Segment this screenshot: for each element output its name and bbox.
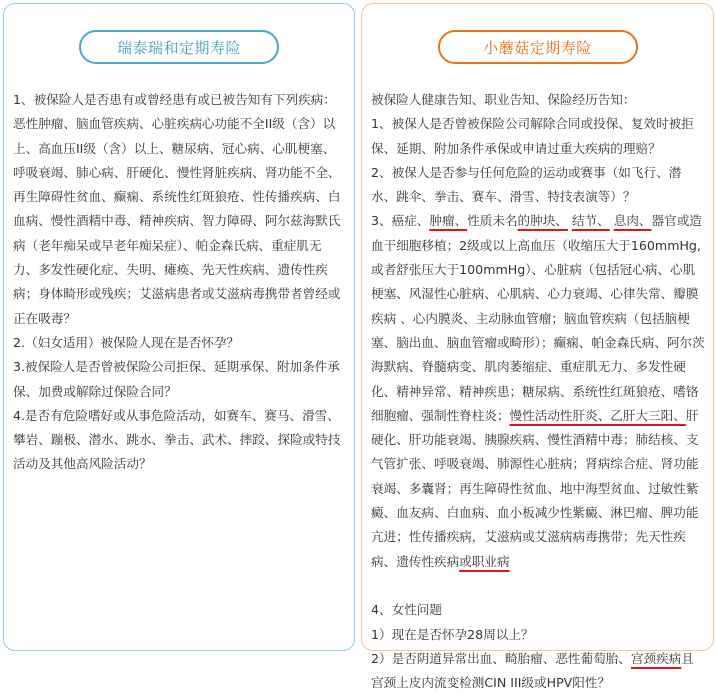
right-question-4-sub1: 1）现在是否怀孕28周以上？: [371, 626, 534, 642]
left-product-panel: [3, 3, 355, 651]
highlight-hepatitis: 慢性活动性肝炎、乙肝大三阳、: [509, 407, 686, 423]
q4-sub2-suffix: 且宫颈上皮内流变检测CIN III级或HPV阳性？: [371, 650, 694, 691]
left-question-1: 1、被保险人是否患有或曾经患有或已被告知有下列疾病：恶性肿瘤、脑血管疾病、心脏疾病心功能不全II级（含）以上、高血压II级（含）以上、糖尿病、冠心病、心肌梗塞、呼吸衰竭、肺心病、肝硬化、慢性肾脏疾病、肾功能不全、再生障碍性贫血、癫痫、系统性红斑狼疮、性传播疾病、白血病、慢性酒精中毒、精神疾病、智力障碍、阿尔兹海默氏病（老年痴呆或早老年痴呆症）、帕金森氏病、重症肌无力、多发性硬化症、失明、瘫痪、先天性疾病、遗传性疾病；身体畸形或残疾；艾滋病患者或艾滋病毒携带者曾经或正在吸毒？: [13, 92, 341, 326]
right-question-4-sub2: [371, 647, 705, 695]
right-intro: 被保险人健康告知、职业告知、保险经历告知：: [371, 92, 636, 107]
left-product-title: 瑞泰瑞和定期寿险: [79, 30, 279, 64]
right-health-declaration: [371, 88, 705, 695]
highlight-lump: 的肿块、: [517, 213, 568, 229]
left-question-2: 2.（妇女适用）被保险人现在是否怀孕？: [13, 334, 240, 350]
left-question-3: 3.被保险人是否曾被保险公司拒保、延期承保、附加条件承保、加费或解除过保险合同？: [13, 359, 340, 399]
right-question-2: 2、被保人是否参与任何危险的运动或赛事（如飞行、潜水、跳伞、拳击、赛车、滑雪、特技表演等）？: [371, 164, 682, 205]
q4-sub2-text: 2）是否阴道异常出血、畸胎瘤、恶性葡萄胎、: [371, 650, 631, 666]
right-product-panel: [361, 3, 714, 691]
spacer: [371, 574, 705, 598]
q3-text: 器官或造血干细胞移植；2级或以上高血压（收缩压大于160mmHg,或者舒张压大于100mmHg）、心脏病（包括冠心病、心肌梗塞、风湿性心脏病、心肌病、心力衰竭、心律失常、瓣膜疾病 、心内膜炎、主动脉血管瘤；脑血管疾病（包括脑梗塞、脑出血、脑血管瘤或畸形）；癫痫、帕金森氏病、阿尔茨海默病、脊髓病变、肌肉萎缩症、重症肌无力、多发性硬化、精神异常、精神疾患；糖尿病、系统性红斑狼疮、嗜铬细胞瘤、强制性脊柱炎；: [371, 213, 705, 423]
highlight-polyp: 息肉、: [613, 213, 652, 229]
q3-prefix: 3、癌症、: [371, 213, 430, 229]
right-question-1: 1、被保人是否曾被保险公司解除合同或投保、复效时被拒保、延期、附加条件承保或申请过重大疾病的理赔？: [371, 116, 694, 156]
left-health-declaration: [13, 88, 346, 477]
right-question-4-heading: 4、女性问题: [371, 602, 442, 618]
q3-text: 肝硬化、肝功能衰竭、胰腺疾病、慢性酒精中毒；肺结核、支气管扩张、呼吸衰竭、肺源性心脏病；肾病综合症、肾功能衰竭、多囊肾；再生障碍性贫血、地中海型贫血、过敏性紫癜、血友病、白血病、血小板减少性紫癜、淋巴瘤、脾功能亢进；性传播疾病，艾滋病或艾滋病病毒携带；先天性疾病、遗传性疾病: [371, 407, 699, 569]
left-question-4: 4.是否有危险嗜好或从事危险活动，如赛车、赛马、滑雪、攀岩、蹦极、潜水、跳水、拳击、武术、摔跤、探险或特技活动及其他高风险活动？: [13, 407, 341, 472]
highlight-nodule: 结节、: [571, 213, 610, 229]
right-product-title: 小蘑菇定期寿险: [438, 30, 638, 64]
right-question-3: [371, 209, 705, 573]
highlight-tumor: 肿瘤、: [429, 213, 468, 229]
highlight-cervical-disease: 宫颈疾病: [630, 650, 682, 666]
highlight-occupational-disease: 或职业病: [459, 553, 510, 569]
q3-text: 性质未名: [467, 213, 518, 229]
